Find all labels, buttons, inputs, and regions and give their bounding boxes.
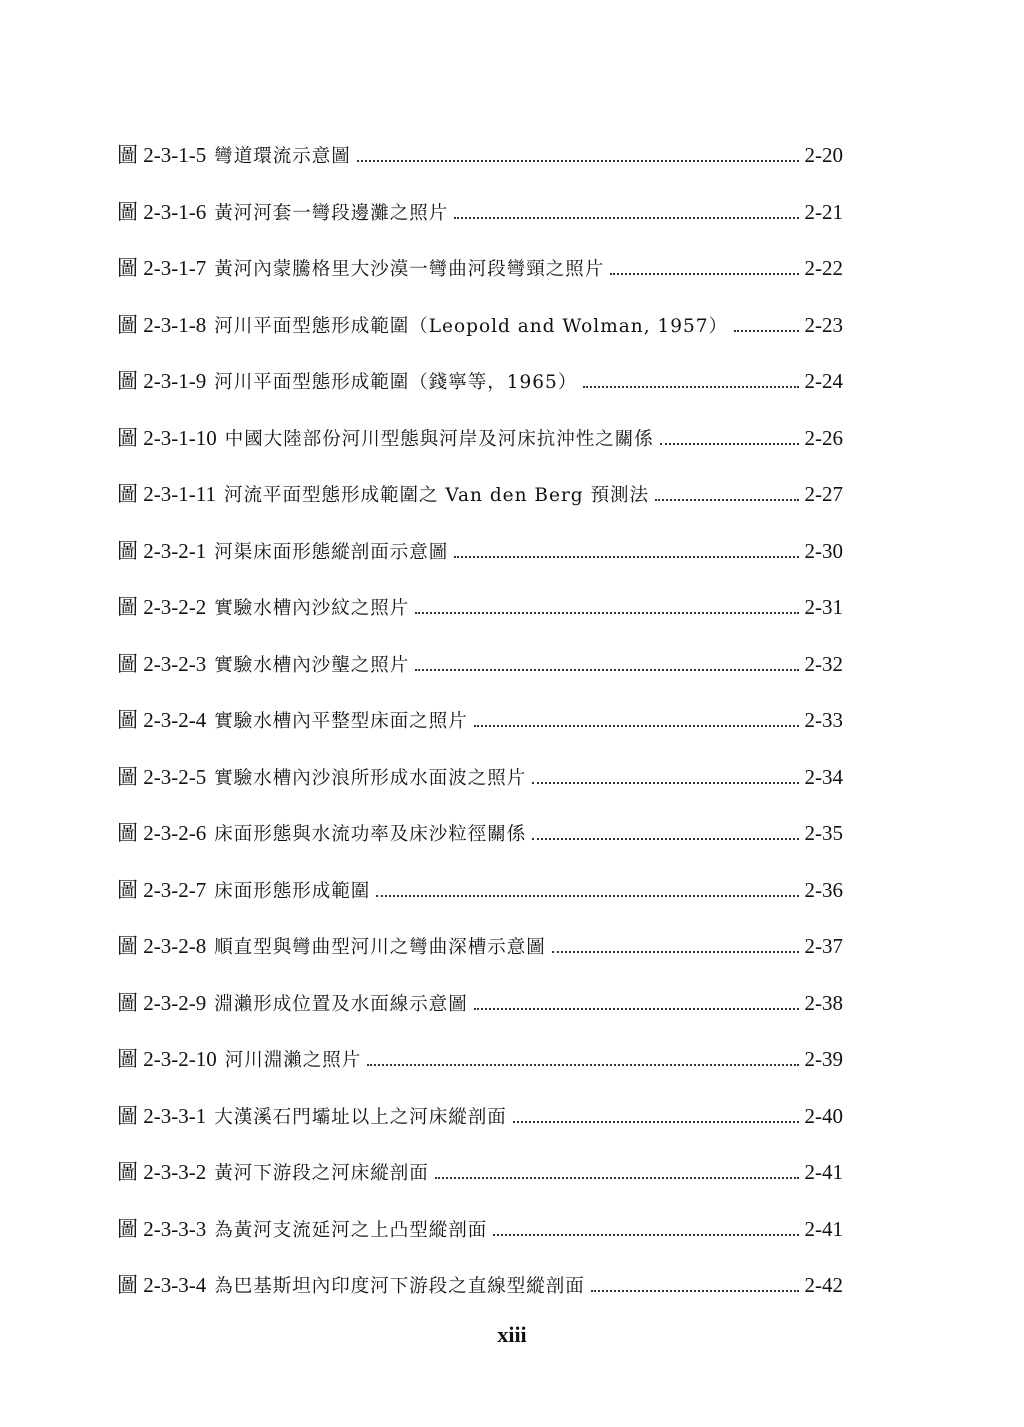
figure-title: 淵瀨形成位置及水面線示意圖 [214,993,468,1015]
dot-leader [493,1234,798,1236]
toc-entry [117,140,843,197]
figure-page-number: 2-32 [804,651,843,676]
figure-label: 圖 2-3-3-3 [117,1216,207,1241]
figure-page-number: 2-21 [804,199,843,224]
toc-entry [117,1157,843,1214]
dot-leader [357,160,799,162]
figure-page-number: 2-30 [804,538,843,563]
figure-page-number: 2-31 [804,595,843,619]
toc-entry [117,536,843,593]
figure-page-number: 2-22 [804,256,843,280]
dot-leader [367,1064,798,1066]
figure-page-number: 2-35 [804,821,843,845]
figure-title: 河流平面型態形成範圍之 Van den Berg 預測法 [223,485,650,506]
figure-title: 實驗水槽內平整型床面之照片 [214,711,468,732]
figure-label: 圖 2-3-3-2 [117,1160,207,1184]
list-of-figures [117,140,843,1327]
dot-leader [474,1008,799,1010]
figure-title: 順直型與彎曲型河川之彎曲深槽示意圖 [214,937,546,958]
figure-label: 圖 2-3-2-8 [117,934,207,958]
dot-leader [415,669,798,671]
toc-entry [117,762,843,819]
figure-page-number: 2-24 [804,369,843,393]
toc-entry [117,875,843,932]
figure-label: 圖 2-3-1-7 [117,256,207,280]
dot-leader [583,386,798,388]
figure-label: 圖 2-3-2-9 [117,990,207,1015]
figure-title: 黃河內蒙騰格里大沙漠一彎曲河段彎頸之照片 [214,259,605,280]
toc-entry [117,931,843,988]
figure-label: 圖 2-3-1-10 [117,425,217,450]
figure-page-number: 2-38 [804,990,843,1015]
figure-label: 圖 2-3-2-7 [117,877,207,902]
toc-entry [117,1270,843,1327]
figure-title: 實驗水槽內沙紋之照片 [214,598,410,619]
dot-leader [454,217,798,219]
toc-entry [117,1044,843,1101]
figure-page-number: 2-20 [804,143,843,167]
toc-entry [117,1101,843,1158]
dot-leader [415,612,798,614]
figure-label: 圖 2-3-1-5 [117,143,207,167]
figure-label: 圖 2-3-2-6 [117,821,207,845]
figure-page-number: 2-37 [804,934,843,958]
figure-label: 圖 2-3-1-8 [117,312,207,337]
figure-page-number: 2-26 [804,425,843,450]
figure-title: 大漢溪石門壩址以上之河床縱剖面 [214,1106,507,1128]
toc-entry [117,649,843,706]
toc-entry [117,592,843,649]
dot-leader [435,1177,799,1179]
figure-label: 圖 2-3-1-11 [117,482,216,506]
figure-label: 圖 2-3-2-1 [117,538,207,563]
figure-label: 圖 2-3-2-2 [117,595,207,619]
figure-title: 河川淵瀨之照片 [224,1050,362,1071]
figure-label: 圖 2-3-2-10 [117,1047,217,1071]
toc-entry [117,705,843,762]
figure-label: 圖 2-3-1-9 [117,369,207,393]
figure-label: 圖 2-3-3-1 [117,1103,207,1128]
figure-title: 實驗水槽內沙壟之照片 [214,654,410,676]
dot-leader [734,330,798,332]
figure-page-number: 2-34 [804,764,843,789]
page-number: xiii [497,1322,527,1347]
toc-entry [117,310,843,367]
figure-title: 床面形態與水流功率及床沙粒徑關係 [214,824,527,845]
toc-entry [117,818,843,875]
figure-title: 黃河河套一彎段邊灘之照片 [214,202,449,224]
dot-leader [474,725,799,727]
figure-title: 河渠床面形態縱剖面示意圖 [214,541,449,563]
figure-page-number: 2-42 [804,1273,843,1297]
figure-label: 圖 2-3-2-5 [117,764,207,789]
dot-leader [610,273,798,275]
figure-label: 圖 2-3-2-4 [117,708,207,732]
figure-title: 為黃河支流延河之上凸型縱剖面 [214,1219,488,1241]
dot-leader [532,782,798,784]
dot-leader [655,499,798,501]
figure-title: 中國大陸部份河川型態與河岸及河床抗沖性之關係 [224,428,654,450]
figure-title: 彎道環流示意圖 [214,146,351,167]
figure-page-number: 2-36 [804,877,843,902]
figure-title: 河川平面型態形成範圍（Leopold and Wolman, 1957） [214,315,729,337]
figure-page-number: 2-41 [804,1160,843,1184]
toc-entry [117,197,843,254]
toc-entry [117,988,843,1045]
dot-leader [660,443,799,445]
dot-leader [376,895,798,897]
toc-entry [117,366,843,423]
figure-page-number: 2-39 [804,1047,843,1071]
toc-entry [117,479,843,536]
figure-page-number: 2-23 [804,312,843,337]
figure-title: 黃河下游段之河床縱剖面 [214,1163,429,1184]
figure-title: 河川平面型態形成範圍（錢寧等，1965） [214,372,578,393]
figure-title: 床面形態形成範圍 [214,880,371,902]
figure-page-number: 2-27 [804,482,843,506]
figure-page-number: 2-40 [804,1103,843,1128]
figure-label: 圖 2-3-1-6 [117,199,207,224]
figure-title: 實驗水槽內沙浪所形成水面波之照片 [214,767,527,789]
dot-leader [513,1121,799,1123]
dot-leader [532,838,798,840]
figure-page-number: 2-33 [804,708,843,732]
dot-leader [591,1290,799,1292]
dot-leader [454,556,798,558]
toc-entry [117,1214,843,1271]
figure-title: 為巴基斯坦內印度河下游段之直線型縱剖面 [214,1276,585,1297]
figure-label: 圖 2-3-2-3 [117,651,207,676]
toc-entry [117,423,843,480]
dot-leader [552,951,799,953]
figure-label: 圖 2-3-3-4 [117,1273,207,1297]
toc-entry [117,253,843,310]
figure-page-number: 2-41 [804,1216,843,1241]
